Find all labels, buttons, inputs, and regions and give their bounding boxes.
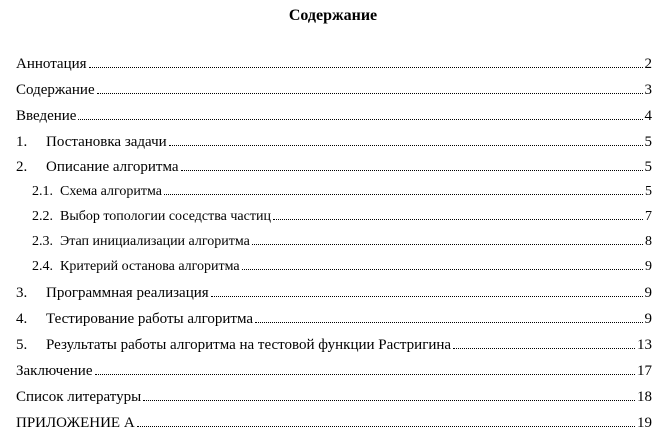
toc-entry-number: 2. [16, 159, 28, 175]
toc-entry[interactable] [16, 310, 652, 328]
toc-entry[interactable] [16, 133, 652, 151]
toc-entry-number: 2.2. [32, 209, 53, 224]
toc-entry-number: 2.1. [32, 184, 53, 199]
toc-entry-page: 18 [637, 389, 652, 405]
toc-entry-label: Результаты работы алгоритма на тестовой функции Растригина [46, 337, 452, 353]
toc-entry[interactable] [16, 362, 652, 380]
toc-entry-label: Постановка задачи [46, 134, 167, 150]
toc-entry-page: 2 [644, 56, 652, 72]
toc-leader [97, 93, 643, 94]
toc-entry-page: 5 [644, 134, 652, 150]
toc-entry-number: 3. [16, 285, 28, 301]
toc-leader [95, 374, 636, 375]
toc-entry[interactable] [16, 388, 652, 406]
toc-entry[interactable] [16, 55, 652, 73]
toc-leader [164, 194, 643, 195]
toc-leader [78, 119, 642, 120]
toc-entry-label: Список литературы [16, 389, 142, 405]
toc-entry-number: 1. [16, 134, 28, 150]
toc-leader [453, 348, 635, 349]
toc-leader [252, 244, 643, 245]
toc-entry-label: Аннотация [16, 56, 87, 72]
toc-entry[interactable] [16, 158, 652, 176]
toc-entry-label: Содержание [16, 82, 95, 98]
toc-entry-number: 2.3. [32, 234, 53, 249]
toc-entry-page: 9 [645, 259, 652, 274]
toc-leader [273, 219, 643, 220]
toc-entry[interactable] [16, 107, 652, 125]
toc-entry-page: 5 [645, 184, 652, 199]
toc-entry-label: ПРИЛОЖЕНИЕ А [16, 415, 135, 431]
toc-entry-page: 4 [644, 108, 652, 124]
toc-entry-number: 2.4. [32, 259, 53, 274]
toc-entry-label: Этап инициализации алгоритма [60, 234, 250, 249]
toc-entry-label: Тестирование работы алгоритма [46, 311, 254, 327]
toc-entry[interactable] [16, 81, 652, 99]
toc-entry-label: Выбор топологии соседства частиц [60, 209, 271, 224]
toc-entry-page: 13 [637, 337, 652, 353]
toc-entry[interactable] [16, 414, 652, 432]
toc-leader [211, 296, 643, 297]
toc-entry-page: 19 [637, 415, 652, 431]
toc-leader [89, 67, 643, 68]
toc-subentry[interactable] [32, 233, 652, 251]
toc-entry-label: Схема алгоритма [60, 184, 162, 199]
toc-leader [137, 426, 635, 427]
toc-entry-page: 5 [644, 159, 652, 175]
toc-entry-page: 8 [645, 234, 652, 249]
toc-entry-number: 4. [16, 311, 28, 327]
toc-subentry[interactable] [32, 208, 652, 226]
toc-entry-page: 9 [644, 311, 652, 327]
toc-subentry[interactable] [32, 183, 652, 201]
toc-leader [169, 145, 643, 146]
toc-entry[interactable] [16, 336, 652, 354]
toc-leader [143, 400, 635, 401]
toc-entry-label: Заключение [16, 363, 93, 379]
toc-leader [242, 269, 643, 270]
toc-entry-page: 9 [644, 285, 652, 301]
toc-entry-label: Критерий останова алгоритма [60, 259, 240, 274]
toc-entry-label: Программная реализация [46, 285, 209, 301]
toc-entry-label: Введение [16, 108, 77, 124]
toc-title: Содержание [288, 7, 378, 24]
toc-entry[interactable] [16, 284, 652, 302]
toc-entry-number: 5. [16, 337, 28, 353]
toc-entry-page: 17 [637, 363, 652, 379]
toc-entry-page: 3 [644, 82, 652, 98]
toc-leader [181, 170, 643, 171]
toc-entry-page: 7 [645, 209, 652, 224]
toc-leader [255, 322, 642, 323]
toc-subentry[interactable] [32, 258, 652, 276]
toc-entry-label: Описание алгоритма [46, 159, 179, 175]
